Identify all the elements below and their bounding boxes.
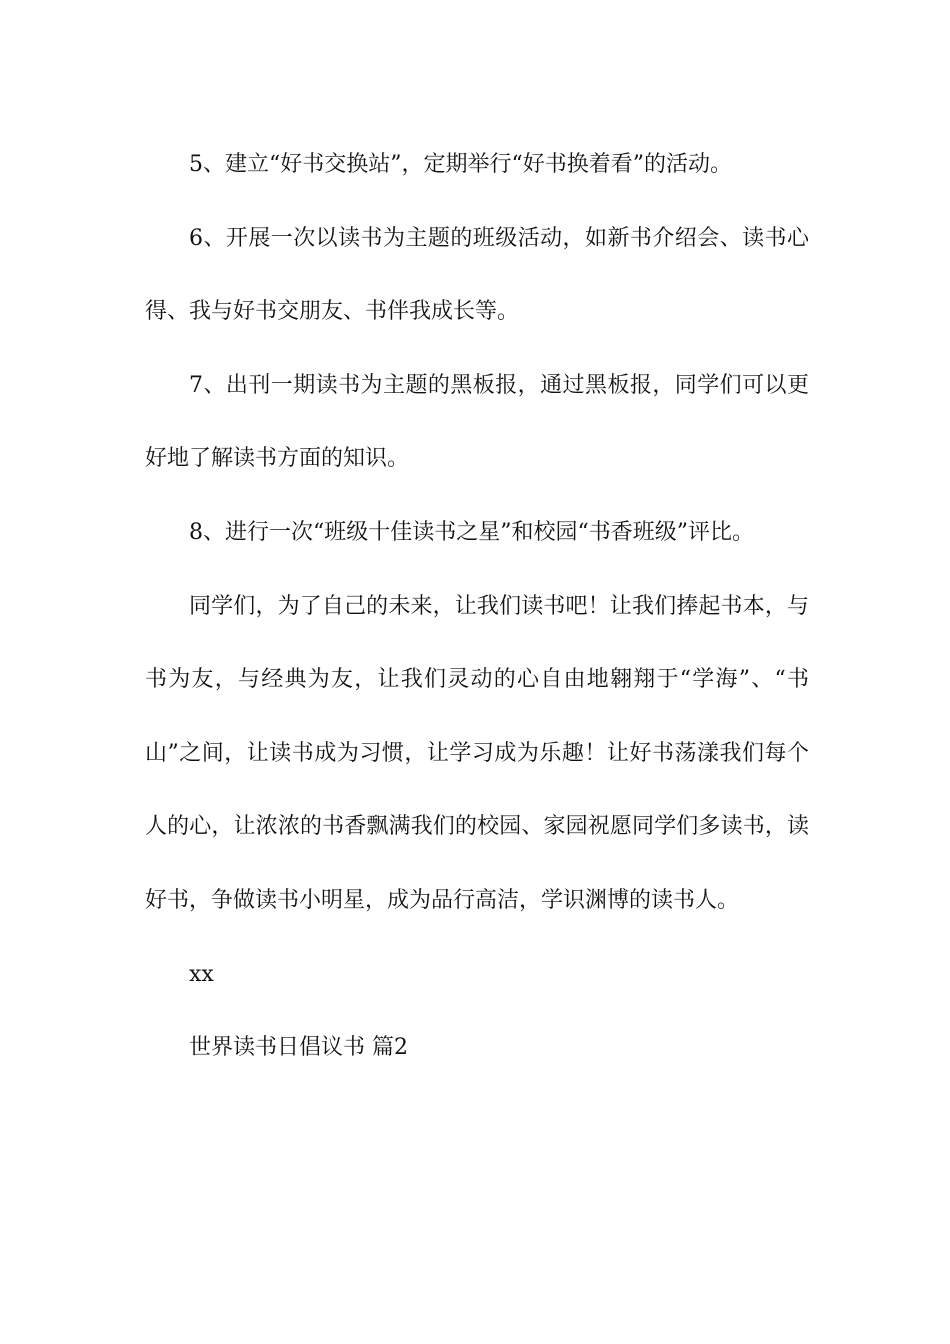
paragraph-item-6: 6、开展一次以读书为主题的班级活动，如新书介绍会、读书心得、我与好书交朋友、书伴我成长等。 (145, 225, 809, 325)
paragraph-item-5: 5、建立“好书交换站”，定期举行“好书换着看”的活动。 (189, 152, 732, 177)
signature: xx (189, 961, 214, 987)
section-heading: 世界读书日倡议书 篇2 (189, 1035, 408, 1061)
document-body (145, 128, 809, 1085)
paragraph-item-8: 8、进行一次“班级十佳读书之星”和校园“书香班级”评比。 (189, 519, 754, 545)
paragraph-item-7: 7、出刊一期读书为主题的黑板报，通过黑板报，同学们可以更好地了解读书方面的知识。 (145, 372, 809, 472)
closing-paragraph: 同学们，为了自己的未来，让我们读书吧！让我们捧起书本，与书为友，与经典为友，让我们灵动的心自由地翱翔于“学海”、“书山”之间，让读书成为习惯，让学习成为乐趣！让好书荡漾我们每个人的心，让浓浓的书香飘满我们的校园、家园祝愿同学们多读书，读好书，争做读书小明星，成为品行高洁，学识渊博的读书人。 (145, 593, 809, 913)
